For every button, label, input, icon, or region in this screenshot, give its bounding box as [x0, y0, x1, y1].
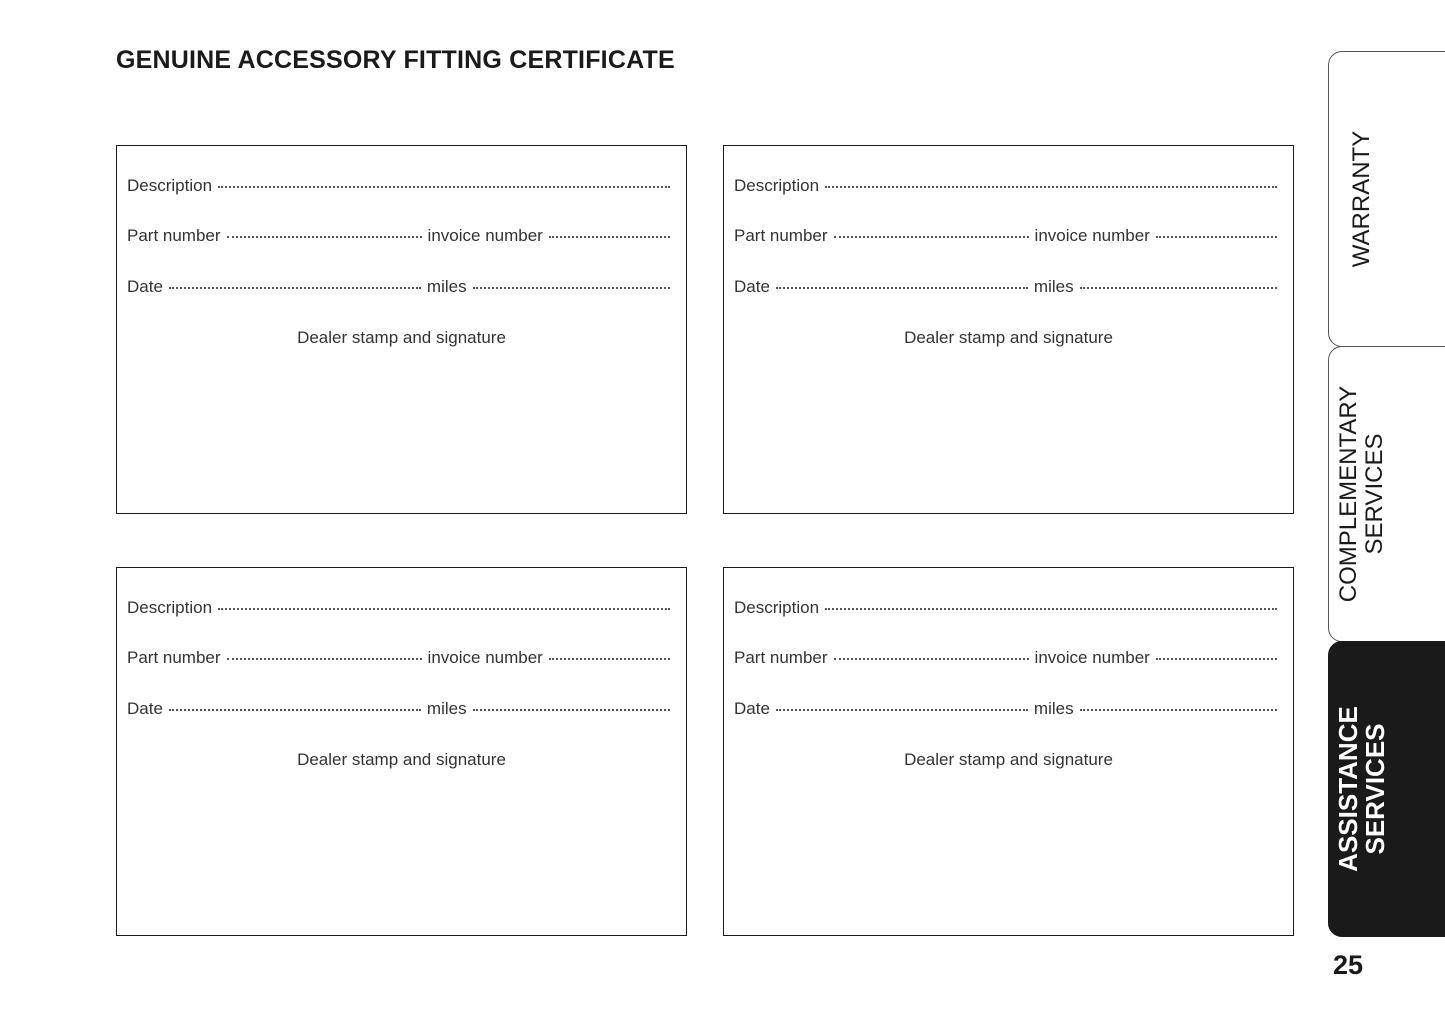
description-dotted-line	[218, 608, 670, 610]
description-label: Description	[734, 176, 820, 195]
tab-complementary-services[interactable]	[1328, 346, 1445, 642]
date-miles-row	[127, 277, 676, 301]
part-number-label: Part number	[127, 648, 221, 667]
date-miles-row	[734, 277, 1283, 301]
page-title: GENUINE ACCESSORY FITTING CERTIFICATE	[116, 46, 675, 74]
part-number-dotted-line	[227, 658, 422, 660]
miles-dotted-line	[1080, 709, 1277, 711]
tab-warranty[interactable]	[1328, 51, 1445, 347]
fitting-certificate-card	[723, 567, 1294, 936]
miles-dotted-line	[473, 287, 670, 289]
tab-complementary-line2: SERVICES	[1361, 433, 1388, 555]
date-miles-row	[127, 699, 676, 723]
date-dotted-line	[169, 709, 421, 711]
invoice-number-label: invoice number	[1034, 226, 1150, 245]
invoice-number-label: invoice number	[1034, 648, 1150, 667]
miles-label: miles	[1033, 699, 1074, 718]
invoice-number-label: invoice number	[427, 648, 543, 667]
description-dotted-line	[825, 186, 1277, 188]
tab-assistance-line1: ASSISTANCE	[1333, 706, 1363, 872]
date-dotted-line	[776, 709, 1028, 711]
part-number-dotted-line	[834, 658, 1029, 660]
miles-label: miles	[1033, 277, 1074, 296]
invoice-number-dotted-line	[1156, 236, 1277, 238]
description-row	[734, 598, 1283, 622]
dealer-stamp-label: Dealer stamp and signature	[297, 750, 506, 769]
tab-warranty-text: WARRANTY	[1348, 130, 1375, 268]
date-dotted-line	[776, 287, 1028, 289]
dealer-stamp-label: Dealer stamp and signature	[904, 328, 1113, 347]
part-number-dotted-line	[227, 236, 422, 238]
miles-label: miles	[426, 277, 467, 296]
tab-complementary-line1: COMPLEMENTARY	[1335, 385, 1362, 603]
dealer-stamp-label: Dealer stamp and signature	[297, 328, 506, 347]
description-row	[127, 598, 676, 622]
miles-label: miles	[426, 699, 467, 718]
description-row	[127, 176, 676, 200]
invoice-number-dotted-line	[1156, 658, 1277, 660]
description-label: Description	[127, 598, 213, 617]
date-label: Date	[734, 699, 770, 718]
part-invoice-row	[127, 226, 676, 250]
part-number-label: Part number	[734, 648, 828, 667]
fitting-certificate-card	[116, 567, 687, 936]
invoice-number-dotted-line	[549, 658, 670, 660]
description-dotted-line	[825, 608, 1277, 610]
invoice-number-label: invoice number	[427, 226, 543, 245]
tab-complementary-services-label	[1336, 386, 1388, 602]
description-row	[734, 176, 1283, 200]
part-invoice-row	[734, 226, 1283, 250]
part-invoice-row	[127, 648, 676, 672]
tab-warranty-label	[1349, 131, 1375, 267]
fitting-certificate-card	[116, 145, 687, 514]
miles-dotted-line	[1080, 287, 1277, 289]
miles-dotted-line	[473, 709, 670, 711]
description-dotted-line	[218, 186, 670, 188]
dealer-stamp-label: Dealer stamp and signature	[904, 750, 1113, 769]
date-label: Date	[127, 699, 163, 718]
invoice-number-dotted-line	[549, 236, 670, 238]
description-label: Description	[734, 598, 820, 617]
date-label: Date	[127, 277, 163, 296]
tab-assistance-services[interactable]	[1328, 641, 1445, 937]
part-number-dotted-line	[834, 236, 1029, 238]
part-invoice-row	[734, 648, 1283, 672]
page-number: 25	[1333, 950, 1364, 980]
part-number-label: Part number	[734, 226, 828, 245]
tab-assistance-line2: SERVICES	[1360, 723, 1390, 855]
date-dotted-line	[169, 287, 421, 289]
description-label: Description	[127, 176, 213, 195]
fitting-certificate-card	[723, 145, 1294, 514]
part-number-label: Part number	[127, 226, 221, 245]
date-label: Date	[734, 277, 770, 296]
tab-assistance-services-label	[1335, 706, 1389, 872]
date-miles-row	[734, 699, 1283, 723]
